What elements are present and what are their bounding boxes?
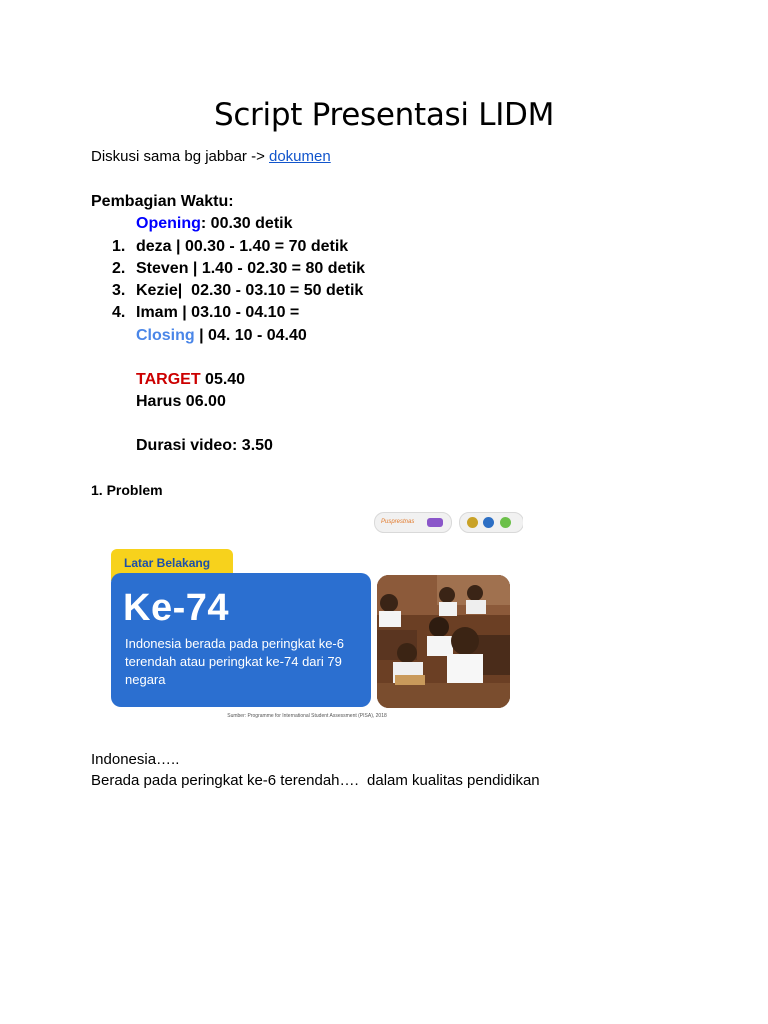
classroom-photo-illustration (377, 575, 510, 708)
discussion-line (91, 148, 331, 166)
slide-source: Sumber: Programme for International Student Assessment (PISA), 2018 (227, 713, 387, 719)
target-label: TARGET (136, 371, 201, 388)
timing-heading: Pembagian Waktu: (91, 193, 234, 210)
slide-card (111, 573, 371, 707)
closing-line (136, 326, 307, 346)
list-number-1: 1. (112, 238, 126, 255)
partner-logo-icon (427, 518, 443, 527)
classroom-photo (377, 575, 510, 708)
list-number-2: 2. (112, 260, 126, 277)
list-item-deza: deza | 00.30 - 1.40 = 70 detik (136, 238, 349, 255)
body-line-1: Indonesia….. (91, 751, 180, 768)
list-item-imam: Imam | 03.10 - 04.10 = (136, 304, 300, 321)
opening-time: : 00.30 detik (200, 215, 293, 232)
list-number-4: 4. (112, 304, 126, 321)
target-line (136, 370, 245, 390)
closing-label: Closing (136, 327, 195, 344)
ministry-icon (483, 517, 494, 528)
slide-tag-label: Latar Belakang (124, 556, 211, 570)
slide-description: Indonesia berada pada peringkat ke-6 terendah atau peringkat ke-74 dari 79 negara (125, 636, 344, 687)
list-item-kezie: Kezie| 02.30 - 03.10 = 50 detik (136, 282, 364, 299)
discussion-prefix: Diskusi sama bg jabbar -> (91, 148, 269, 165)
program-icon (500, 517, 511, 528)
problem-slide-image (91, 506, 523, 744)
list-number-3: 3. (112, 282, 126, 299)
ministry-logo-pill (459, 512, 523, 533)
durasi-line: Durasi video: 3.50 (136, 437, 273, 454)
body-line-2: Berada pada peringkat ke-6 terendah…. dalam kualitas pendidikan (91, 772, 540, 789)
problem-heading: 1. Problem (91, 482, 163, 498)
slide-big-number: Ke-74 (123, 587, 229, 629)
partner-logo-text: Pusprestnas (381, 519, 415, 525)
dokumen-link[interactable]: dokumen (269, 148, 331, 165)
opening-label: Opening (136, 215, 201, 232)
harus-line: Harus 06.00 (136, 393, 226, 410)
partner-logo-pill (374, 512, 452, 533)
emblem-icon (467, 517, 478, 528)
target-value: 05.40 (200, 371, 246, 388)
page-title: Script Presentasi LIDM (213, 97, 555, 133)
closing-time: | 04. 10 - 04.40 (194, 327, 307, 344)
opening-line (136, 214, 293, 234)
list-item-steven: Steven | 1.40 - 02.30 = 80 detik (136, 260, 366, 277)
